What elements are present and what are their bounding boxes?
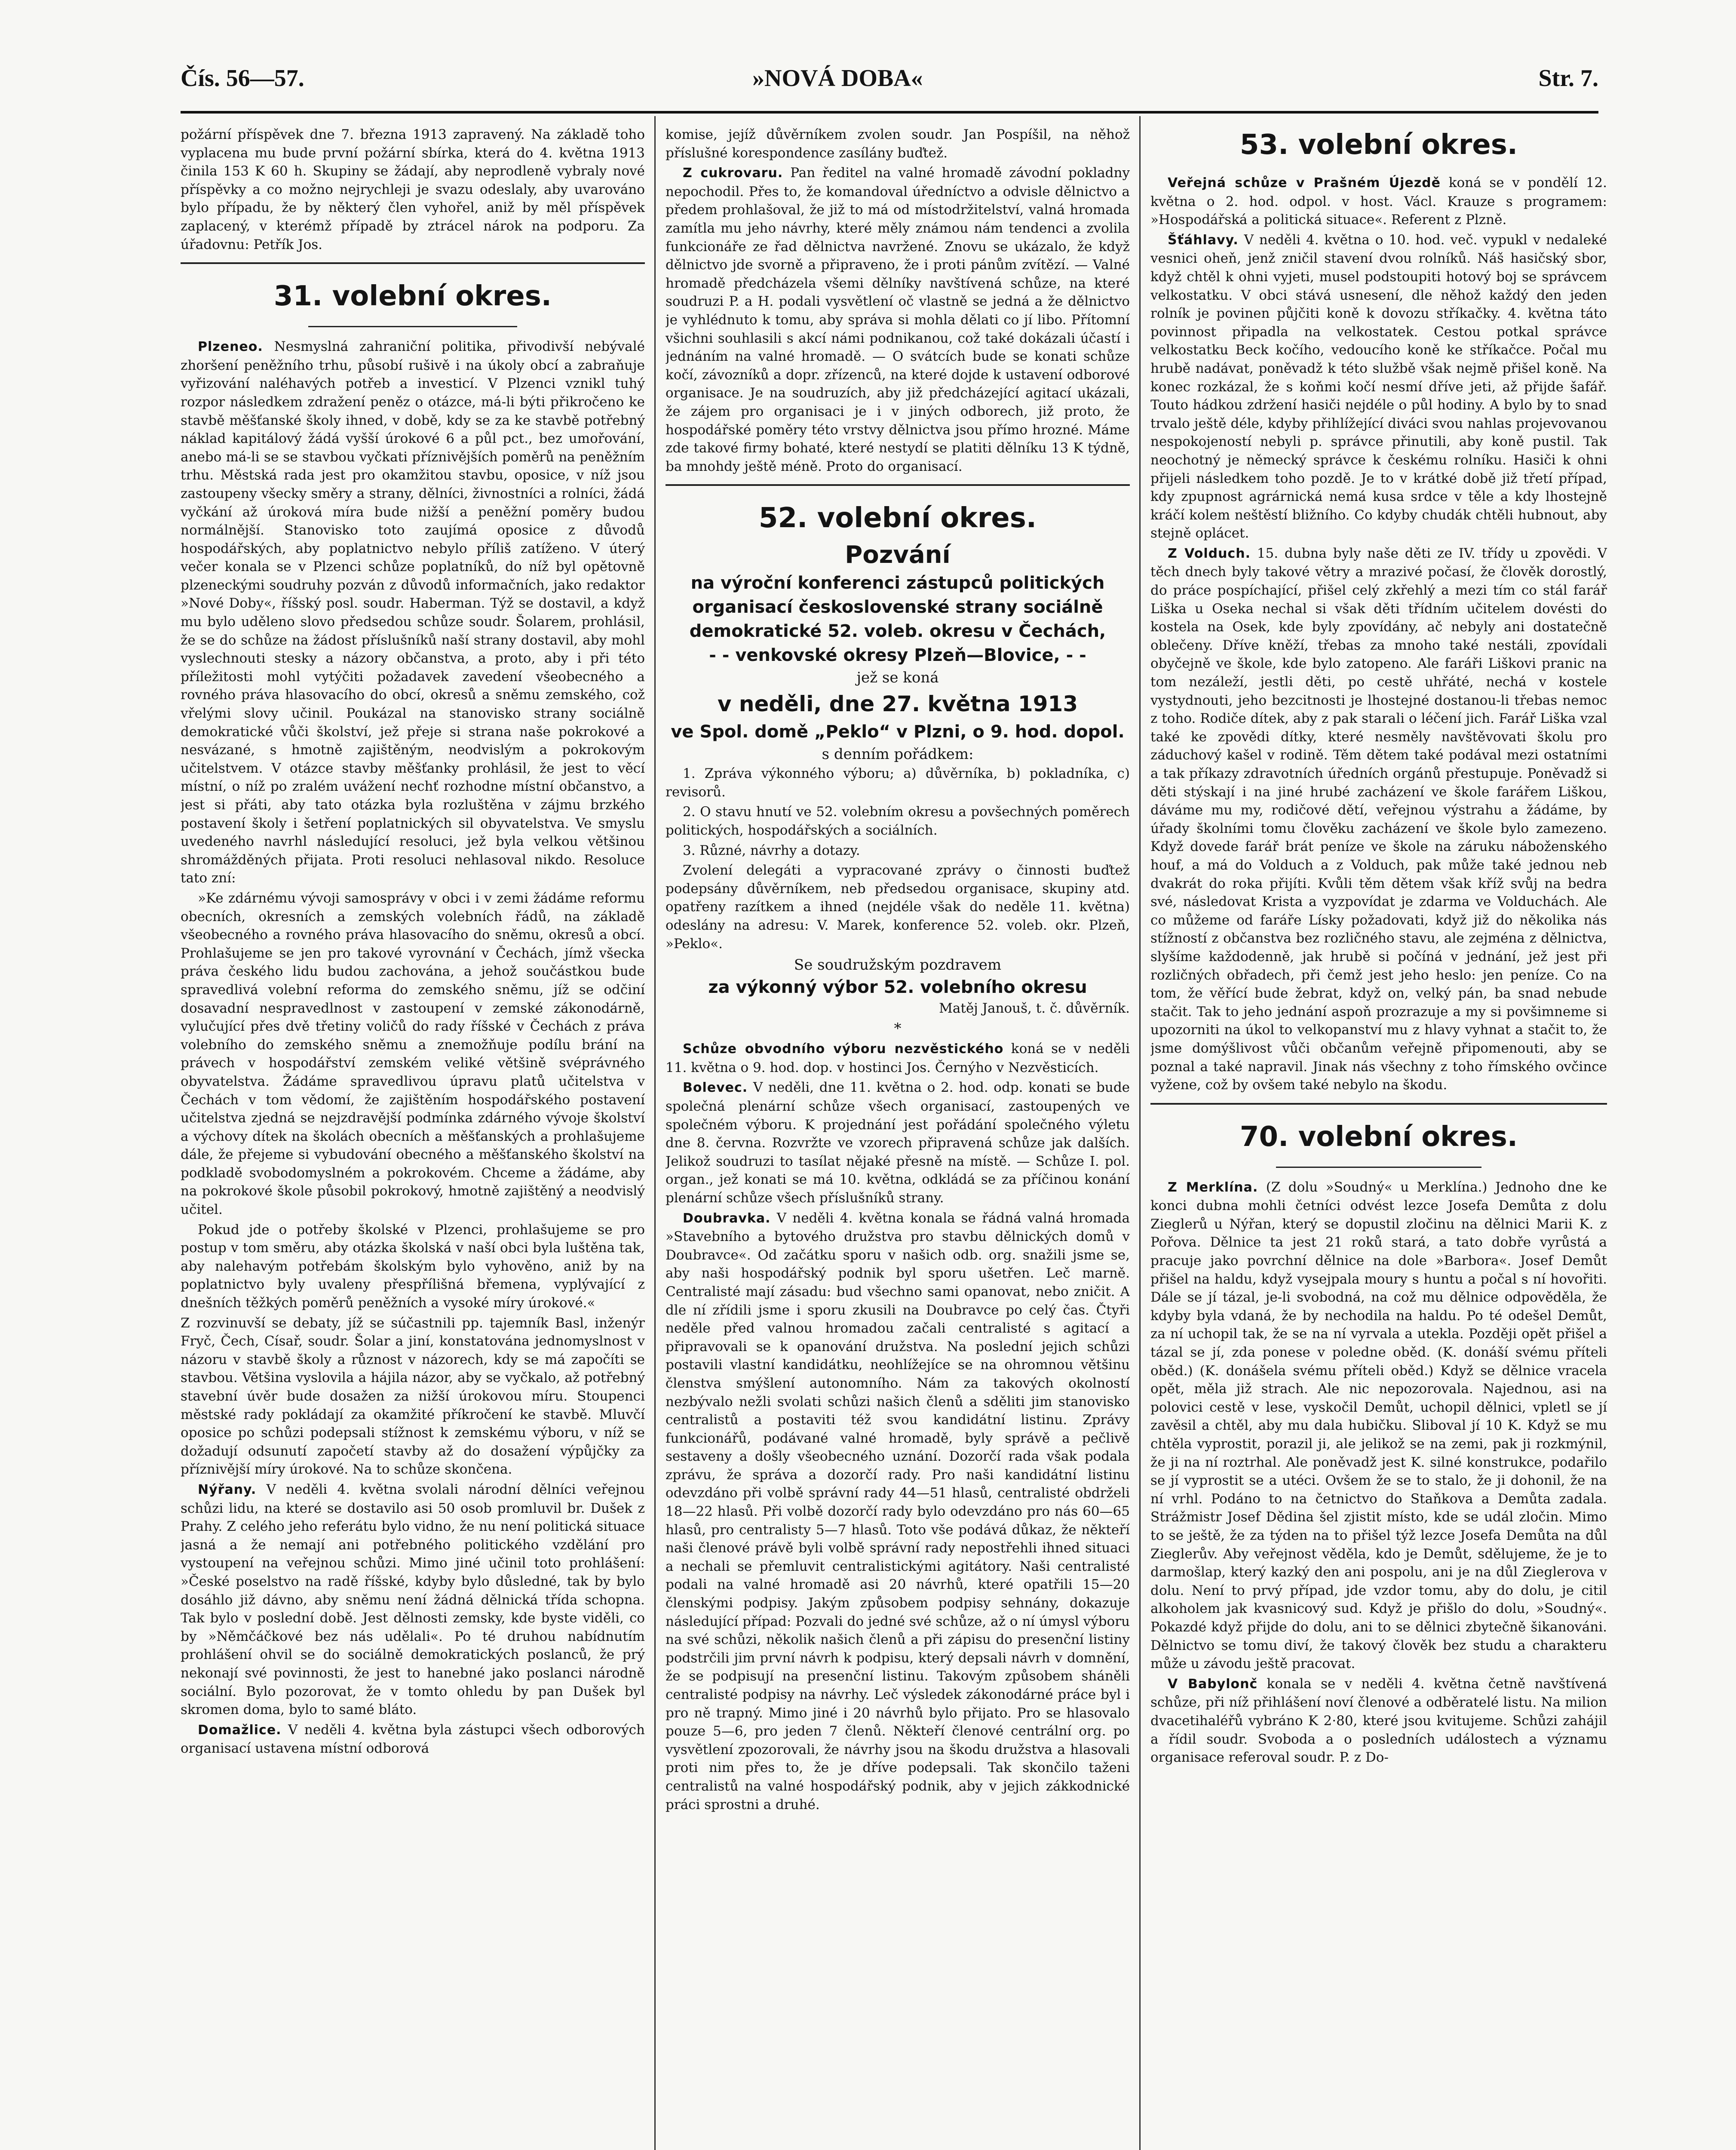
article-lead: Schůze obvodního výboru nezvěstického — [683, 1041, 1004, 1057]
article-lead: Šťáhlavy. — [1168, 232, 1239, 248]
article-body: V neděli 4. května konala se řádná valná hromada »Stavebního a bytového družstva pro stavbu dělnických domů v Doubravce«. Od začátku sporu v našich odb. org. snažili jsme se, aby naši hospodářský podnik byl sporu ušetřen. Leč marně. Centralisté mají zásadu: bud všechno sami opanovat, nebo zničit. A dle ní zřídili jsme i sporu zkusili na Doubravce po celý čas. Čtyři neděle před valnou hromadou začali centralisté s agitací a připravovali se k opanování družstva. Na poslední jejich schůzi postavili vlastní kandidátku, neohlížejíce se na ohromnou většinu členstva smýšlení autonomního. Nám za takových okolností nezbývalo nežli svolati schůzi našich členů a sděliti jim stanovisko centralistů a postaviti též svou kandidátní listinu. Zprávy funkcionářů, podávané valné hromadě, byly správě a pečlivě sestaveny a došly všeobecného uznání. Dozorčí rada však podala zprávu, že správa a dozorčí rady. Pro naši kandidátní listinu odevzdáno při volbě správní rady 44—51 hlasů, centralisté obdrželi 18—22 hlasů. Při volbě dozorčí rady bylo odevzdáno pro nás 60—65 hlasů, pro centralisty 5—7 hlasů. Toto vše podává důkaz, že někteří naši členové právě byli volbě správní rady nepostřehli ihned situaci a nechali se přemluvit centralistickými agitátory. Naši centralisté podali na valné hromadě asi 20 návrhů, které opatřili 15—20 členskými podpisy. Jakým způsobem podpisy sehnány, dokazuje následující případ: Pozvali do jedné své schůze, až o ní úmysl výboru na své schůzi, několik našich členů a při zápisu do presenční listiny podstrčili jim první návrh k podpisu, který depsali návrh v domnění, že se podpisují na presenční listinu. Takovým způsobem sháněli centralisté podpisy na návrhy. Leč výsledek zákonodárné práce byl i pro ně trapný. Mimo jiné i 20 návrhů bylo přijato. Pro se hlasovalo pouze 5—6, pro jeden 7 členů. Někteří členové centrální org. po vysvětlení zpozorovali, že návrhy jsou na škodu družstva a hlasovali proti nim přes to, že je dříve podepsali. Tak skončilo taženi centralistů na valné hospodářský podnik, aby v jejich zákkodnické práci sprostni a druhé. — [666, 1210, 1130, 1812]
separator — [308, 326, 517, 327]
article-doubravka — [666, 1209, 1130, 1814]
article-body: koná se v pondělí 12. května o 2. hod. odpol. v host. Václ. Krauze s programem: »Hospodářská a politická situace«. Referent z Plzně. — [1150, 175, 1607, 228]
invitation-signature: Matěj Janouš, t. č. důvěrník. — [939, 1001, 1130, 1017]
page-header — [181, 64, 1598, 103]
article-nyrany — [181, 1480, 645, 1719]
article-body: (Z dolu »Soudný« u Merklína.) Jednoho dne ke konci dubna mohli četníci odvést lezce Josefa Demůta z dolu Zieglerů u Nýřan, který se dopustil zločinu na dělnici Marii K. z Pořova. Dělnice ta jest 21 roků stará, a tato dobře vyrůstá a pracuje jako povrchní dělnice na dole »Barbora«. Josef Demůt přišel na haldu, když vysejpala moury s huntu a počal s ní hovořiti. Dále se jí tázal, je-li svobodná, na což mu dělnice odpověděla, že kdyby byla vdaná, že by nechodila na haldu. Po té odešel Demůt, za ní uchopil tak, že se na ní vyrvala a utekla. Později opět přišel a tázal se jí, zda ponese v poledne oběd. (K. donáší svému příteli oběd.) (K. donášela svému příteli oběd.) Když se dělnice vracela opět, měla již strach. Ale nic nepozorovala. Najednou, asi na polovici cestě v lese, vyskočil Demůt, uchopil dělnici, vpletl se jí zavěsil a chtěl, aby mu dala hubičku. Sliboval jí 10 K. Když se mu chtěla vyprostit, porazil ji, ale jelikož se na zemi, pak ji rozkmýnil, že ji na ní roztrhal. Ale poněvadž jest K. silné konstrukce, podařilo se jí vyprostit se a utéci. Ovšem že se to stalo, že ji dohonil, že na ní vrhl. Podáno to na četnictvo do Staňkova a Demůta zadala. Strážmistr Josef Dědina šel zjistit místo, kde se udál zločin. Mimo to se ještě, že za týden na to přišel týž lezce Josefa Demůta na důl Zieglerův. Aby veřejnost věděla, kdo je Demůt, sdělujeme, že je to darmošlap, který kazký den ani pospolu, ani je na důl Zieglerova v dolu. Není to prvý případ, jde vzdor tomu, aby do dolu, je citil alkoholem jak kvasnicový sud. Když je přišlo do dolu, »Soudný«. Pokazdé když přijde do dolu, ani to se dělnici zbytečně šikanováni. Dělnictvo se tomu diví, že takový člověk bez studu a charakteru může u závodu ještě pracovat. — [1150, 1179, 1607, 1672]
invitation-signoff: za výkonný výbor 52. volebního okresu — [708, 977, 1087, 998]
separator — [1150, 1103, 1607, 1105]
invitation-greeting: Se soudružským pozdravem — [794, 956, 1002, 974]
article-lead: Plzeneo. — [198, 339, 263, 355]
column-1 — [181, 126, 645, 2150]
column-divider-2 — [1139, 116, 1141, 2150]
article-body: Pan ředitel na valné hromadě závodní pokladny nepochodil. Přes to, že komandoval úředníctvo a odvisle dělnictvo a předem prohlašoval, že již to má od místodržitelství, valná hromada zamítla mu jeho návrhy, které měly známou nám tendenci a zvolila funkcionáře ze řad dělnictva navržené. Znovu se ukázalo, že když dělnictvo jde svorně a připraveno, že i proti pánům zvítězí. — Valné hromadě předcházela všemi dělníky navštívená schůze, na které soudruzi P. a H. podali vysvětlení oč vlastně se jedná a že dělnictvo je vyhlédnuto k tomu, aby správa si mohla dělati co jí libo. Přítomní všichni souhlasili s akcí námi podnikanou, což také dokázali účastí i jednáním na valné hromadě. — O svátcích bude se konati schůze kočí, závozníků a dopr. zřízenců, na které dojde k ustavení odborové organisace. Je na soudruzích, aby již předcházející agitací ukázali, že zájem pro organisaci je i v jiných odborech, již proto, že hospodářské poměry této vrstvy dělnictva jsou přímo hrozné. Máme zde takové firmy bohaté, které nestydí se platiti dělníku 13 K týdně, ba mnohdy ještě méně. Proto do organisací. — [666, 165, 1130, 474]
issue-number: Čís. 56—57. — [181, 65, 304, 92]
separator — [181, 262, 645, 264]
article-body: koná se v neděli 11. května o 9. hod. dop. v hostinci Jos. Černýho v Nezvěsticích. — [666, 1041, 1130, 1075]
invitation-line: - - venkovské okresy Plzeň—Blovice, - - — [709, 645, 1086, 666]
column-divider-1 — [654, 116, 656, 2150]
agenda-item: 2. O stavu hnutí ve 52. volebním okresu a povšechných poměrech politických, hospodářských a sociálních. — [666, 804, 1130, 838]
article-lead: Bolevec. — [683, 1080, 748, 1096]
agenda-item: 3. Různé, návrhy a dotazy. — [683, 842, 860, 858]
article-body: V neděli 4. května byla zástupci všech odborových organisací ustavena místní odborová — [181, 1722, 645, 1757]
article-body: konala se v neděli 4. května četně navštívená schůze, při níž přihlášení noví členové a odběratelé listu. Na milion dvacetihaléřů vybráno K 2·80, které jsou kvitujeme. Schůzi zahájil a řídil soudr. Svoboda a o posledních událostech a významu organisace referoval soudr. P. z Do- — [1150, 1676, 1607, 1766]
separator-star: * — [894, 1020, 902, 1038]
column-3 — [1150, 126, 1607, 2150]
article-commission: komise, jejíž důvěrníkem zvolen soudr. Jan Pospíšil, na něhož příslušné korespondence zasílány buďtež. — [666, 127, 1130, 161]
article-lead: Nýřany. — [198, 1482, 257, 1497]
article-lead: Z Merklína. — [1168, 1179, 1258, 1195]
article-body: 15. dubna byly naše děti ze IV. třídy u zpovědi. V těch dnech byly takové větry a mrazivé počasí, že člověk dorostlý, do práce pospíchající, přišel celý zkřehlý a mezi tím co stál farář Liška u Oseka nechal si však děti třídním učitelem dovésti do kostela na Osek, kde byly zpovídány, ač nebyly ani dostatečně oblečeny. Dříve kněží, třebas za mnoho také nestáli, zpovídali obyčejně ve škole, kde bylo zatopeno. Ale faráři Liškovi pranic na tom nezáleží, jestli děti, po cestě uhřáté, nechá v kostele vystydnouti, jeho bezcitnosti je lhostejné dostanou-li třebas nemoc z toho. Rodiče dítek, aby z pak starali o léčení jich. Farář Liška vzal také ke zpovědi dítky, které nesměly navštěvovati školu pro záduchový kašel v rodině. Těm dětem také podával mezi ostatními a tak příkazy zdravotních úředních orgánů přestupuje. Poněvadž si děti stýskají i na jiné hrubé zacházení ve škole farářem Liškou, dáváme mu my, rodičové dětí, veřejnou výstrahu a žádáme, by úřady školními tomu člověku zacházení ve škole bylo zamezeno. Když dovede farář brát peníze ve škole na záruku náboženského houf, a má do Volduch a z Volduch, pak může také jednou neb dvakrát do roka přijíti. Kvůli těm dětem však kříž svůj na bedra své, následovat Krista a vyzpovídat je zdarma ve Volduchách. Ale co můžeme od faráře Lísky požadovati, když již do několika nás stížností z občanstva bez rozličného stavu, ale zejména z dělnictva, slyšíme každodenně, jak hrubě si počíná v jednání, jež jest při rozličných obřadech, při čemž jest jeho heslo: jen peníze. Co na tom, že věřící bude žebrat, když on, velký pán, ba snad nebude stačit. Tak to jeho jednání aspoň prozrazuje a my si povšimneme si upozorniti na úkol to velkopanství mu z hlavy vyhnat a stačit to, že jsme domýšlivost vůči občanům veřejně připomenouti, aby se poznal a také napravil. Jinak nás všechny z toho římského ovčince vyžene, což by ovšem také nebylo na škodu. — [1150, 545, 1607, 1093]
article-lead: Z Volduch. — [1168, 546, 1251, 561]
column-2 — [666, 126, 1130, 2150]
article-merklin — [1150, 1178, 1607, 1673]
article-body: V neděli, dne 11. května o 2. hod. odp. konati se bude společná plenární schůze všech organisací, zastoupených ve společném výboru. K projednání jest pořádání společného výletu dne 8. června. Rozvržte ve vzorech připravená schůze jak dalších. Jelikož soudruzi to tasílat nějaké přesně na místě. — Schůze I. pol. organ., jež konati se má 10. května, odkládá se za příčinou konání plenární schůze všech příslušníků strany. — [666, 1080, 1130, 1206]
article-sugar-factory — [666, 164, 1130, 476]
masthead-title: »NOVÁ DOBA« — [752, 65, 923, 92]
section-heading-70: 70. volební okres. — [1239, 1121, 1518, 1153]
invitation-date: v neděli, dne 27. května 1913 — [717, 691, 1078, 717]
section-heading-53: 53. volební okres. — [1239, 129, 1518, 161]
section-heading-31: 31. volební okres. — [273, 280, 552, 313]
article-body: V neděli 4. května o 10. hod. več. vypukl v nedaleké vesnici oheň, jenž zničil stavení dvou rolníků. Náš hasičský sbor, když chtěl k ohni vyjeti, musel podstoupiti hotový boj se správcem velkostatku. V obci stává usnesení, dle něhož každý den jeden rolník je povinen půjčiti koně k dovozu stříkačky. 4. května táto povinnost připadla na velkostatek. Cestou potkal správce velkostatku Beck kočího, vedoucího koně ke stříkačce. Počal mu hrubě nadávat, poněvadž k této službě však nejmě přišel koně. Na konec rozkázal, že s koňmi kočí nesmí dříve jeti, až přijde šafář. Touto hádkou zdržení hasiči nejdéle o půl hodiny. A bylo by to snad trvalo ještě déle, kdyby přihlížející diváci svou nahlas projevovanou nespokojeností nebyli p. správce přinutili, aby koně pustil. Tak neochotný je německý správce k českému rolníku. Hasiči k ohni přijeli následkem toho pozdě. Je to v krátké době již třetí případ, kdy zpupnost agrárnická nemá kusa srdce v těle a kdy lhostejně kráčí kolem neštěstí bližního. Co kdyby chudák chtěli hubnout, aby stejně oplácet. — [1150, 232, 1607, 541]
article-schuze — [666, 1040, 1130, 1077]
debate-report: Z rozvinuvší se debaty, jíž se súčastnili pp. tajemník Basl, inženýr Fryč, Čech, Císař, soudr. Šolar a jiní, konstatována jednomyslnost v názoru v stavbě školy a různost v názorech, kdy se má započíti se stavbou. Většina vyslovila a hájila názor, aby se vyčkalo, až potřebný stavební úvěr bude dosažen za nižší úrokovou míru. Stoupenci městské rady pokládají za okamžité příkročení ke stavbě. Mluvčí oposice po schůzi podepsali stížnost k zemskému výboru, v níž se dožadují odsunutí započetí stavby až do dosažení výpůjčky za příznivější míry úrokové. Na to schůze skončena. — [181, 1315, 645, 1477]
article-lead: Veřejná schůze v Prašném Újezdě — [1168, 175, 1441, 190]
section-heading-52: 52. volební okres. — [758, 502, 1037, 534]
article-domazlice — [181, 1721, 645, 1758]
article-stahlavy — [1150, 231, 1607, 543]
article-body: V neděli 4. května svolali národní dělníci veřejnou schůzi lidu, na které se dostavilo asi 50 osob promluvil br. Dušek z Prahy. Z celého jeho referátu bylo vidno, že nu není politická situace jasná a že nemají ani potřebného politického vzdělání pro vystoupení na veřejnou schůzi. Mimo jiné učinil toto prohlášení: »České poselstvo na radě říšské, kdyby bylo důsledné, tak by bylo dosáhlo již dávno, aby sněmu není žádná dělnická třída schopna. Tak bylo v poslední době. Jest dělnosti zemsky, kde byste viděli, co by »Němčáčkové bez nás udělali«. Po té druhou nabídnutím prohlášení ohvil se do sociálně demokratických poslanců, že prý nekonají své povinnosti, že jest to hanebné jako poslanci národně sociální. Bylo pozorovat, že v tomto ohledu by pan Dušek byl skromen doma, bylo to samé bláto. — [181, 1481, 645, 1718]
separator — [666, 484, 1130, 486]
resolution-part-1: »Ke zdárnému vývoji samosprávy v obci i v zemi žádáme reformu obecních, okresních a zemských volebních řádů, na základě všeobecného a rovného práva hlasovacího do sněmu, okresů a obcí. Prohlašujeme se jen pro takové vyrovnání v Čechách, jímž všecka práva českého lidu budou zachována, a jehož součástkou bude spravedlivá volební reforma do zemského sněmu, jíž se odčiní dosavadní nespravedlnost v zastoupení v zemské zákonodárně, vylučující přes dvě třetiny voličů do rady říšské v Čechách z práva volebního do zemského sněmu a znemožňuje podílu brání na právech v hospodářství zemském veliké většině svéprávného obyvatelstva. Žádáme spravedlivou úpravu platů učitelstva v Čechách v tom vědomí, že zajištěním hospodářského postavení učitelstva zjedná se nejzdravější podmínka zdárného vývoje školství a výchovy dítek na školách obecních a měšťanských a prohlašujeme dále, že přejeme si vybudování obecného a měšťanského školství na podkladě svobodomyslném a pokrokovém. Chceme a žádáme, aby na pokrokové škole působil pokrokový, hmotně zajištěný a neodvislý učitel. — [181, 890, 645, 1218]
article-lead: Doubravka. — [683, 1210, 771, 1226]
page-number: Str. 7. — [1538, 65, 1598, 92]
resolution-part-2: Pokud jde o potřeby školské v Plzenci, prohlašujeme se pro postup v tom směru, aby otázka školská v naší obci byla luštěna tak, aby nalehavým potřebám školským bylo vyhověno, aniž by na poplatnictvo byly uvaleny přespřílišná břemena, vyplývající z dnešních těžkých poměrů peněžních a vysoké míry úrokové.« — [181, 1222, 645, 1311]
invitation-note: Zvolení delegáti a vypracované zprávy o činnosti buďtež podepsány důvěrníkem, neb předsedou organisace, skupiny atd. opatřeny razítkem a ihned (nejdéle však do neděle 11. května) odeslány na adresu: V. Marek, konference 52. voleb. okr. Plzeň, »Peklo«. — [666, 863, 1130, 952]
separator — [1276, 1167, 1481, 1168]
invitation-line: jež se koná — [856, 669, 939, 687]
article-body: Nesmyslná zahraniční politika, přivodivší nebývalé zhoršení peněžního trhu, působí rušivě i na úkoly obcí a zabraňuje vyřizování naléhavých potřeb a investicí. V Plzenci vznikl tuhý rozpor následkem zdražení peněz o otázce, má-li býti přikročeno ke stavbě měšťanské školy ihned, v době, kdy se za ke stavbě potřebný náklad kapitálový žádá vyšší úrokové 6 a půl pct., bez umořování, anebo má-li se se stavbou vyčkati příznivějších poměrů na peněžním trhu. Městská rada jest pro okamžitou stavbu, oposice, v níž jsou zastoupeny všecky směry a strany, dělníci, živnostníci a rolníci, žádá vyčkání až úroková míra bude nižší a peněžní poměry budou normálnější. Stanovisko toto zaujímá oposice z důvodů hospodářských, aby poplatnictvo nebylo příliš zatíženo. V úterý večer konala se v Plzenci schůze poplatníků, do níž byl opětovně plzeneckými soudruhy pozván z důvodů informačních, jako redaktor »Nové Doby«, říšský posl. soudr. Haberman. Týž se dostavil, a když mu bylo uděleno slovo předsedou schůze soudr. Šolarem, prohlásil, že se do schůze na žádost příslušníků naší strany dostavil, aby mohl vyslechnouti stesky a názory občanstva, a proto, aby i při této příležitosti mohl vytýčiti požadavek zavedení všeobecného a rovného práva hlasovacího do obcí, okresů a sněmu zemského, což vřelými slovy učinil. Poukázal na stanovisko strany sociálně demokratické vůči školství, jež přeje si strana naše pokrokové a nesvázané, s hmotně zajištěným, neodvislým a pokrokovým učitelstvem. V otázce stavby měšťanky prohlásil, že jest to věcí místní, o níž po zralém uvážení nechť rozhodne místní občanstvo, a jest si přáti, aby tato otázka byla rozluštěna v zájmu brzkého postavení školy i šetření poplatnických sil obyvatelstva. Ve smyslu uvedeného navrhl následující resoluci, jež byla velkou většinou shromážděných přijata. Proti resoluci nehlasoval nikdo. Resoluce tato zní: — [181, 339, 645, 886]
article-bolevec — [666, 1078, 1130, 1207]
invitation-title: Pozvání — [845, 541, 951, 569]
agenda-item: 1. Zpráva výkonného výboru; a) důvěrníka, b) pokladníka, c) revisorů. — [666, 766, 1130, 800]
article-plzenec — [181, 338, 645, 888]
article-public-meeting — [1150, 174, 1607, 229]
invitation-line: na výroční konferenci zástupců politických organisací československé strany sociálně demokratické 52. voleb. okresu v Čechách, — [689, 573, 1106, 642]
header-rule — [181, 111, 1598, 114]
article-lead: Z cukrovaru. — [683, 166, 783, 181]
invitation-agenda-heading: s denním pořádkem: — [822, 746, 974, 763]
article-babylon — [1150, 1675, 1607, 1767]
article-lead: V Babylonč — [1168, 1676, 1258, 1692]
article-volduchy — [1150, 544, 1607, 1094]
article-lead: Domažlice. — [198, 1722, 282, 1738]
invitation-venue: ve Spol. domě „Peklo“ v Plzni, o 9. hod. dopol. — [671, 722, 1125, 742]
article-fire-fund: požární příspěvek dne 7. března 1913 zapravený. Na základě toho vyplacena mu bude první požární sbírka, která do 4. května 1913 činila 153 K 60 h. Skupiny se žádají, aby neprodleně vybraly nové příspěvky a co možno nejrychleji je svazu odeslaly, aby uvarováno bylo případu, že by některý člen vyhořel, aniž by měl příspěvek zaplacený, v kterémž případě by ztrácel nárok na podporu. Za úřadovnu: Petřík Jos. — [181, 127, 645, 252]
